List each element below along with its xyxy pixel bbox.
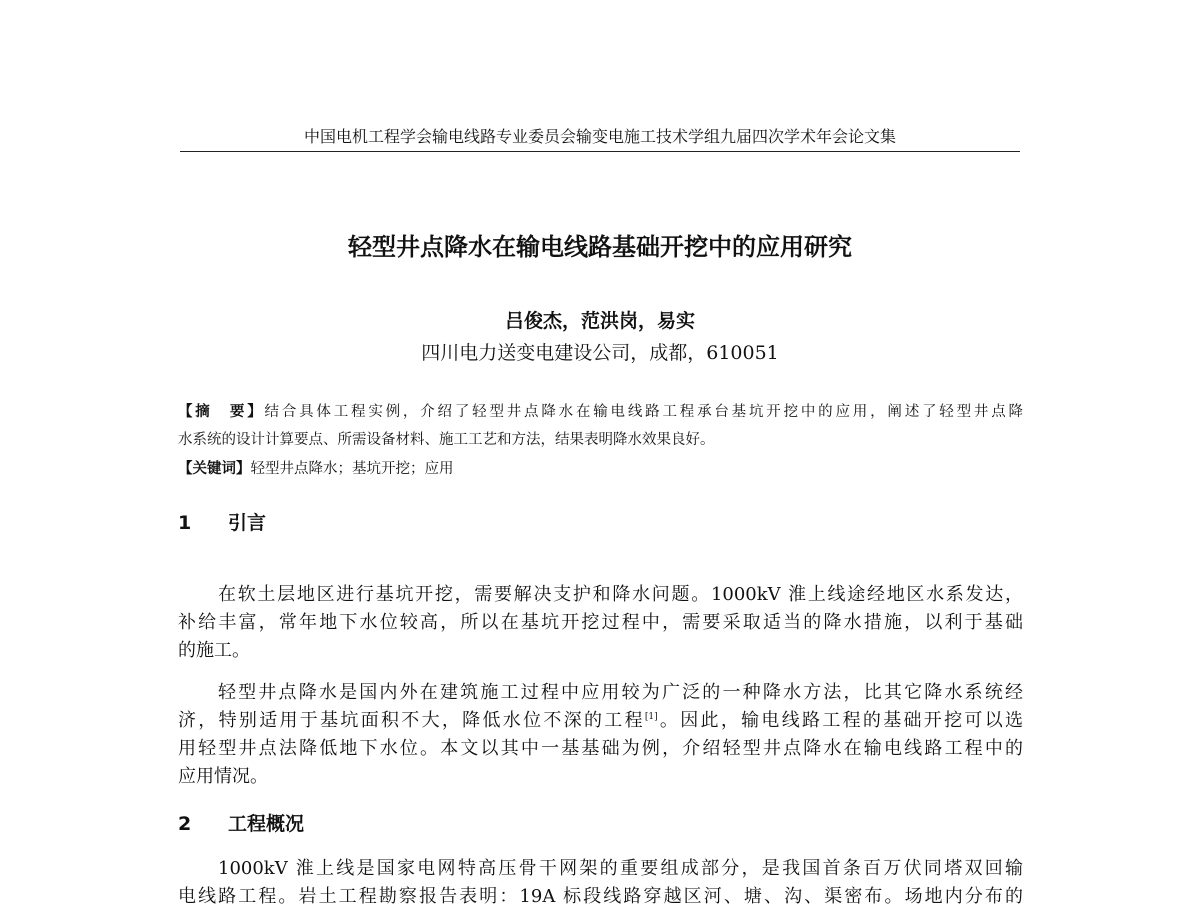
section-number: 1 [178, 512, 192, 534]
proceedings-header: 中国电机工程学会输电线路专业委员会输变电施工技术学组九届四次学术年会论文集 [303, 127, 896, 146]
paragraph-line: 在软土层地区进行基坑开挖，需要解决支护和降水问题。1000kV 淮上线途经地区水系发达， [218, 584, 1023, 605]
paper-title: 轻型井点降水在输电线路基础开挖中的应用研究 [348, 233, 852, 261]
authors: 吕俊杰，范洪岗，易实 [504, 310, 695, 332]
keywords-label: 【关键词】 [178, 460, 251, 477]
paragraph-line: 轻型井点降水是国内外在建筑施工过程中应用较为广泛的一种降水方法，比其它降水系统经 [218, 682, 1023, 703]
paragraph-line: 应用情况。 [178, 766, 268, 787]
paragraph-line [178, 706, 1023, 732]
citation[interactable]: [1] [644, 712, 658, 722]
abstract-line [178, 400, 1023, 421]
paragraph-line: 的施工。 [178, 640, 250, 661]
paragraph-line: 补给丰富，常年地下水位较高，所以在基坑开挖过程中，需要采取适当的降水措施，以利于基础 [178, 612, 1023, 633]
text: 。因此，输电线路工程的基础开挖可以选 [657, 710, 1024, 731]
text: 济，特别适用于基坑面积不大，降低水位不深的工程 [178, 710, 645, 731]
paragraph-line: 电线路工程。岩土工程勘察报告表明：19A 标段线路穿越区河、塘、沟、渠密布。场地内分布的 [178, 886, 1023, 907]
paragraph-line: 用轻型井点法降低地下水位。本文以其中一基基础为例，介绍轻型井点降水在输电线路工程中的 [178, 738, 1023, 759]
abstract-label: 【摘 要】 [178, 403, 265, 420]
abstract-text: 结合具体工程实例，介绍了轻型井点降水在输电线路工程承台基坑开挖中的应用，阐述了轻型井点降 [264, 404, 1024, 420]
affiliation: 四川电力送变电建设公司，成都，610051 [421, 342, 779, 364]
header-rule [180, 151, 1020, 152]
section-heading [178, 508, 266, 535]
abstract-line: 水系统的设计计算要点、所需设备材料、施工工艺和方法，结果表明降水效果良好。 [178, 432, 715, 448]
keywords-line [178, 457, 1023, 478]
paragraph-line: 1000kV 淮上线是国家电网特高压骨干网架的重要组成部分，是我国首条百万伏同塔双回输 [218, 858, 1023, 879]
keywords-text: 轻型井点降水；基坑开挖；应用 [250, 461, 454, 477]
section-heading [178, 809, 304, 836]
section-title: 工程概况 [228, 813, 305, 835]
section-title: 引言 [228, 512, 267, 534]
section-number: 2 [178, 813, 192, 835]
